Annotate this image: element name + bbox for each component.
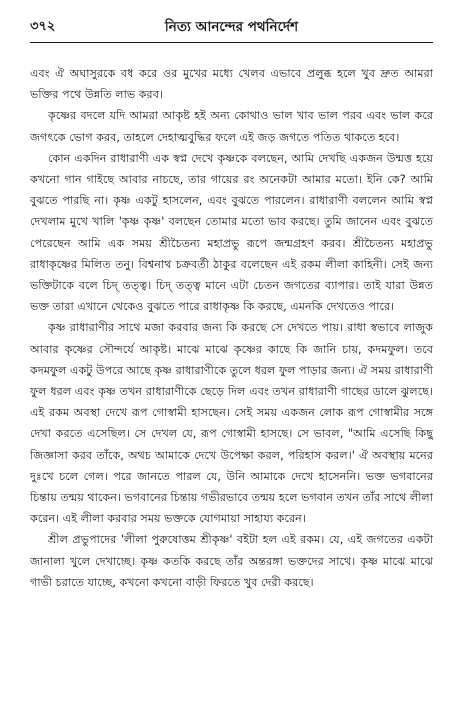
page-number: ৩৭২ (30, 19, 56, 34)
paragraph-4: কৃষ্ণ রাধারাণীর সাথে মজা করবার জন্য কি করছে সে দেখতে পায়। রাধা স্বভাবে লাজুক আবার কৃষ্ণের সৌন্দর্যে আকৃষ্ট। মাঝে মাঝে কৃষ্ণের কাছে কি জানি চায়, কদমফুল। তবে কদমফুল একটু উপরে আছে কৃষ্ণ রাধারাণীকে তুলে ধরল ফুল পাড়ার জন্য। ঐ সময় রাধারাণী ফুল ধরল এবং কৃষ্ণ তখন রাধারাণীকে ছেড়ে দিল এবং তখন রাধারাণী গাছের ডালে ঝুলছে। এই রকম অবস্থা দেখে রূপ গোস্বামী হাসছেন। সেই সময় একজন লোক রূপ গোস্বামীর সঙ্গে দেখা করতে এসেছিল। সে দেখল যে, রূপ গোস্বামী হাসছে। সে ভাবল, "আমি এসেছি কিছু জিজ্ঞাসা করব তাঁকে, অথচ আমাকে দেখে উপেক্ষা করল, পরিহাস করল।' ঐ অবস্থায় মনের দুঃখে চলে গেল। পরে জানতে পারল যে, উনি আমাকে দেখে হাসেননি। ভক্ত ভগবানের চিন্তায় তন্ময় থাকেন। ভগবানের চিন্তায় গভীরভাবে তন্ময় হলে ভগবান তখন তাঁর সাথে লীলা করেন। এই লীলা করবার সময় ভক্তকে যোগমায়া সাহায্য করেন। (30, 321, 433, 526)
paragraph-1: এবং ঐ অঘাসুরকে বধ করে ওর মুখের মধ্যে খেলব এভাবে প্রলুব্ধ হলে খুব দ্রুত আমরা ভক্তির পথে উন্নতি লাভ করব। (30, 67, 433, 102)
paragraph-5: শ্রীল প্রভুপাদের 'লীলা পুরুষোত্তম শ্রীকৃষ্ণ' বইটা হল এই রকম। যে, এই জগতের একটা জানালা খুলে দেখাচ্ছে। কৃষ্ণ কতকি করছে তাঁর অন্তরঙ্গা ভক্তদের সাথে। কৃষ্ণ মাঝে মাঝে গাভী চরাতে যাচ্ছে, কখনো কখনো বাড়ী ফিরতে খুব দেরী করছে। (30, 533, 433, 589)
running-title: নিত্য আনন্দের পথনির্দেশ (164, 19, 299, 35)
page-body (30, 63, 433, 593)
paragraph-2: কৃষ্ণের বদলে যদি আমরা আকৃষ্ট হই অন্য কোথাও ভাল খাব ভাল পরব এবং ভাল করে জগৎকে ভোগ করব, তাহলে দেহাত্মবুদ্ধির ফলে এই জড় জগতে পতিত থাকতে হবে। (30, 109, 433, 144)
page-header (30, 14, 433, 43)
paragraph-3: কোন একদিন রাধারাণী এক স্বপ্ন দেখে কৃষ্ণকে বলছেন, আমি দেখছি একজন উন্মত্ত হয়ে কখনো গান গাইছে আবার নাচছে, তার গায়ের রং অনেকটা আমার মতো। ইনি কে? আমি বুঝতে পারছি না। কৃষ্ণ একটু হাসলেন, এবং বুঝতে পারলেন। রাধারাণী বললেন আমি স্বপ্ন দেখলাম মুখে খালি 'কৃষ্ণ কৃষ্ণ' বলছেন তোমার মতো ভাব করছে। তুমি জানেন এবং বুঝতে পেরেছেন আমি এক সময় শ্রীচৈতন্য মহাপ্রভু রূপে জন্মগ্রহণ করব। শ্রীচৈতন্য মহাপ্রভু রাধাকৃষ্ণের মিলিত তনু। বিশ্বনাথ চক্রবর্তী ঠাকুর বলেছেন এই রকম লীলা কাহিনী। সেই জন্য ভক্তিটাকে বলে চিদ্ তত্ত্ব। চিদ্ তত্ত্ব মানে এটা চেতন জগতের ব্যাপার। তাই যারা উন্নত ভক্ত তারা এখানে থেকেও বুঝতে পারে রাধাকৃষ্ণ কি করছে, এমনকি দেখতেও পারে। (30, 151, 433, 314)
